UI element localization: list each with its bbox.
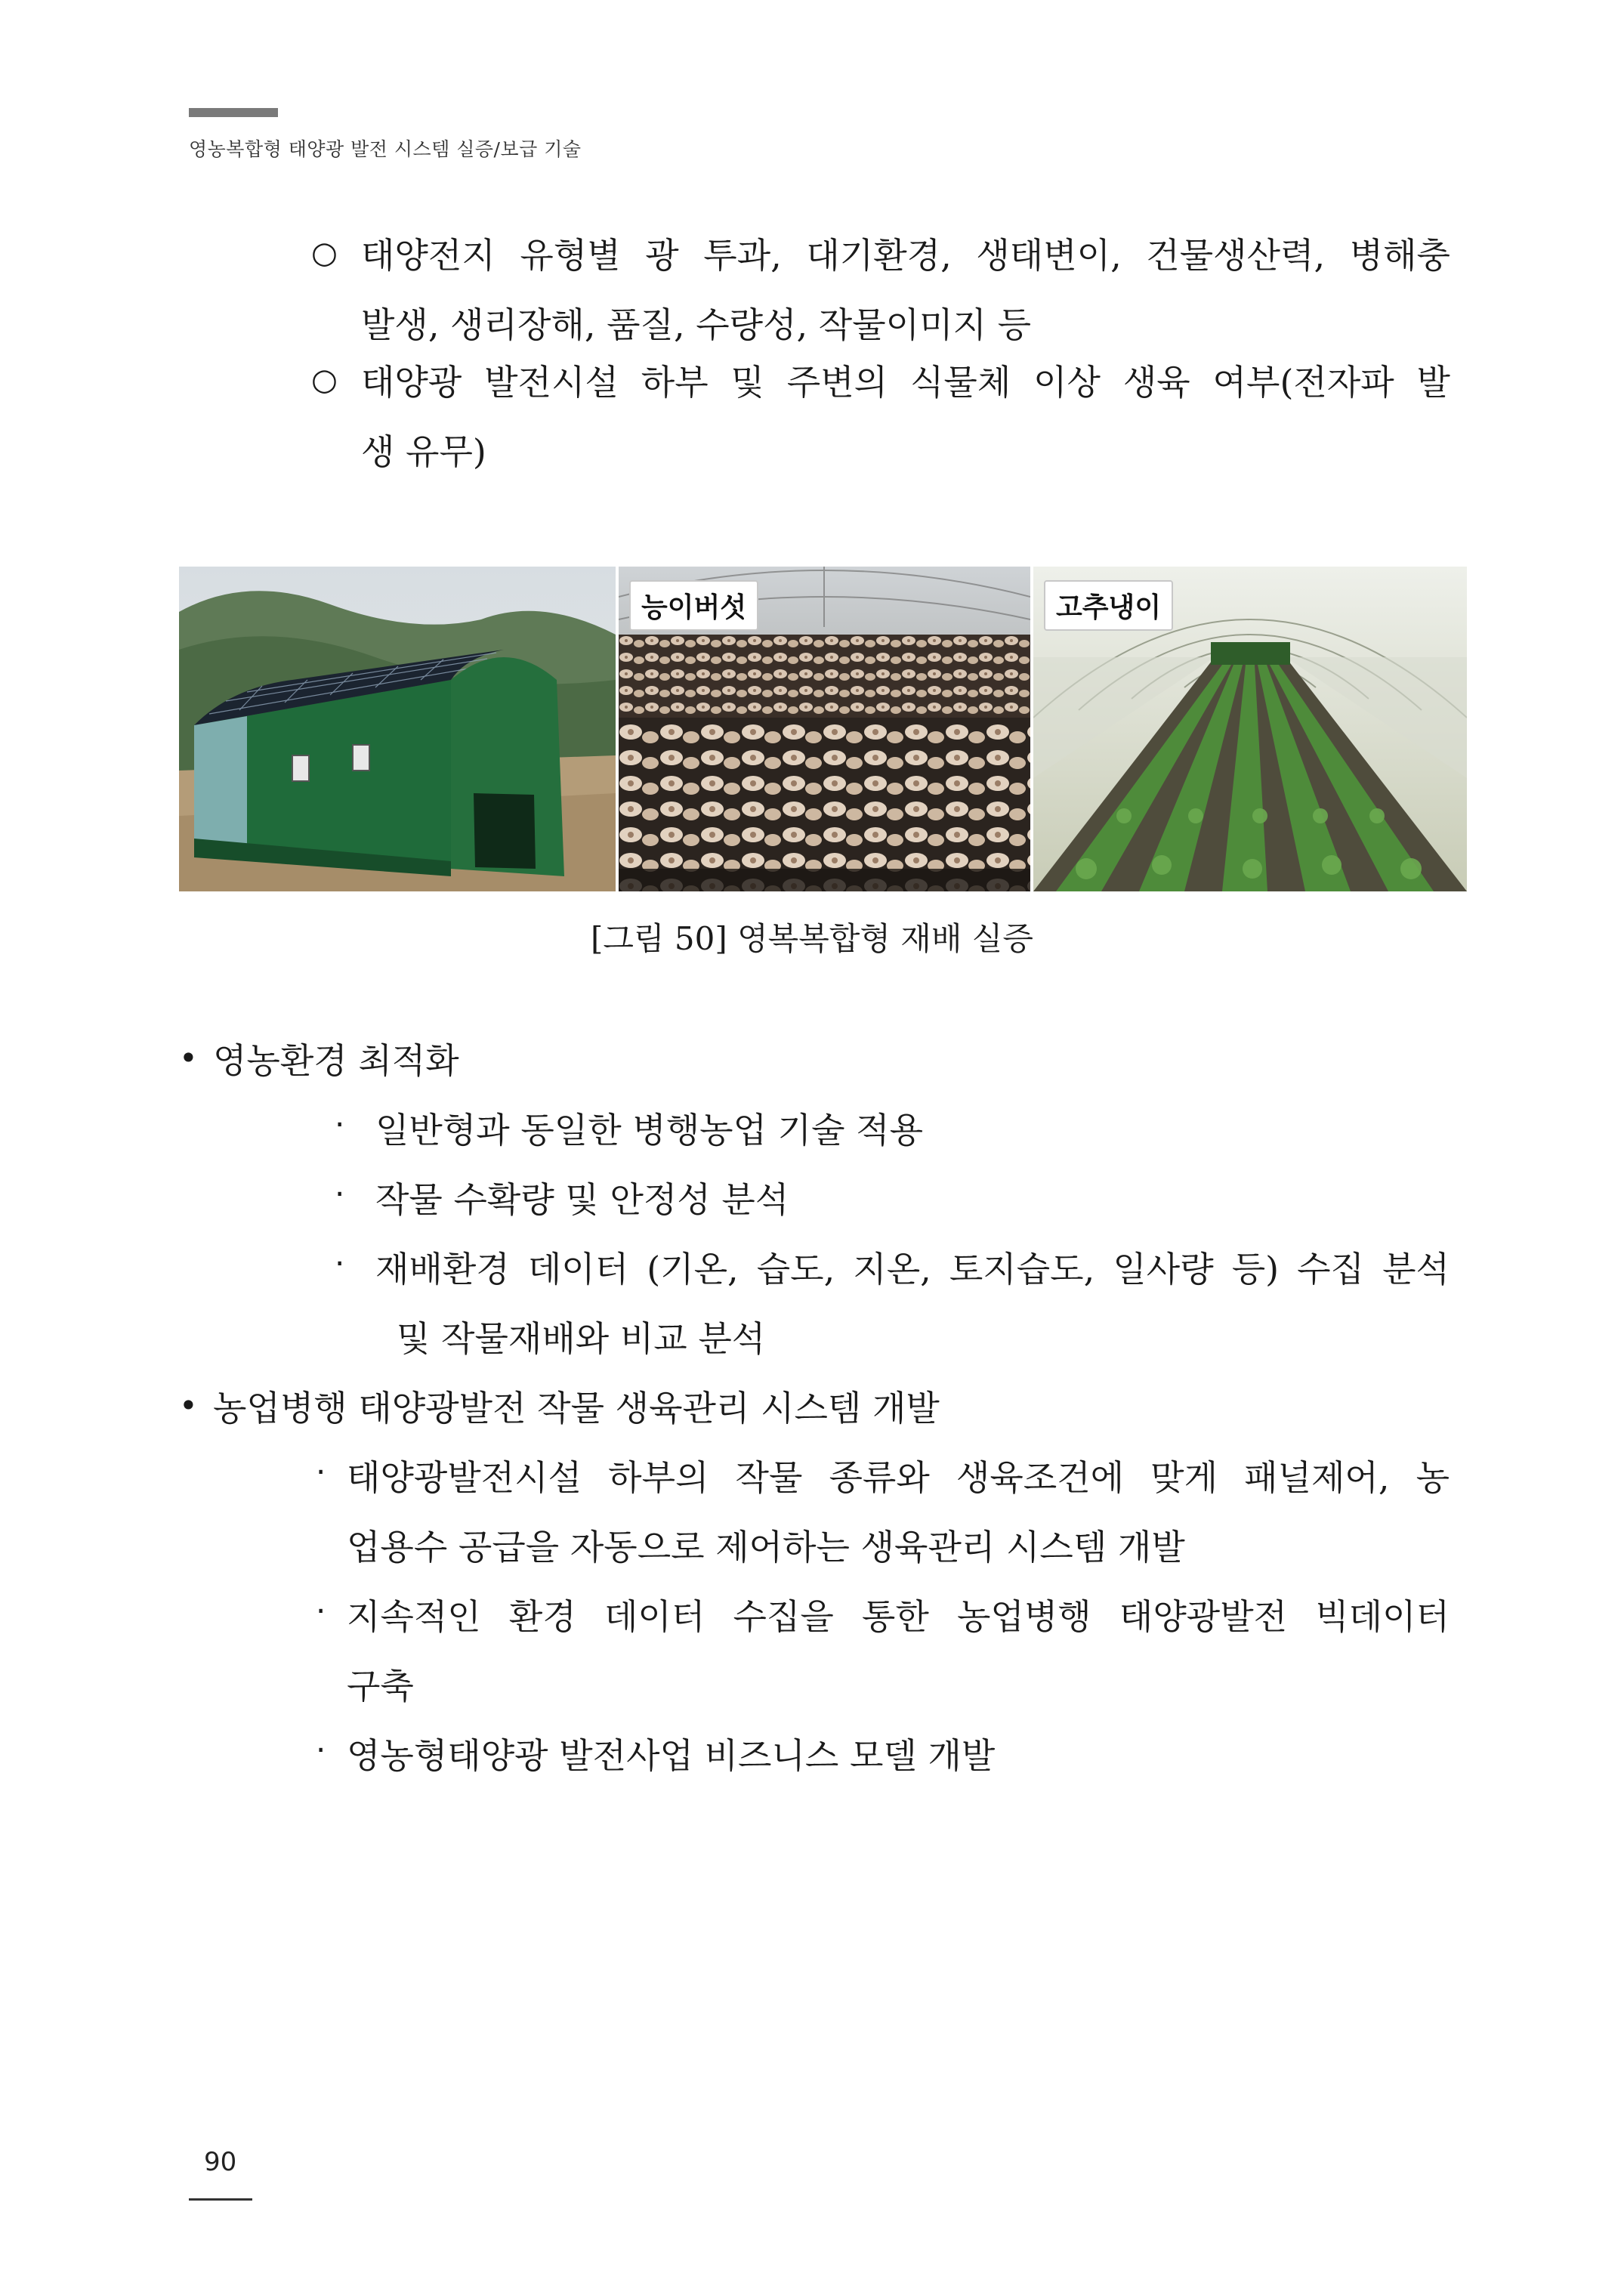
sub-item: 일반형과 동일한 병행농업 기술 적용 [375, 1110, 924, 1151]
intro-line: 발생, 생리장해, 품질, 수량성, 작물이미지 등 [361, 304, 1032, 345]
running-title: 영농복합형 태양광 발전 시스템 실증/보급 기술 [189, 138, 582, 160]
sub-item: 재배환경 데이터 (기온, 습도, 지온, 토지습도, 일사량 등) 수집 분석 [375, 1249, 1450, 1290]
sub-bullet: · [335, 1106, 345, 1143]
sub-bullet: · [316, 1453, 326, 1490]
sub-bullet: · [335, 1245, 345, 1282]
intro-line: 태양광 발전시설 하부 및 주변의 식물체 이상 생육 여부(전자파 발 [361, 362, 1450, 403]
sub-item: 작물 수확량 및 안정성 분석 [375, 1179, 789, 1220]
greenhouse-photo [179, 567, 616, 891]
mushroom-label: 능이버섯 [629, 580, 758, 631]
sub-item-cont: 구축 [347, 1666, 414, 1707]
sub-item: 태양광발전시설 하부의 작물 종류와 생육조건에 맞게 패널제어, 농 [347, 1457, 1450, 1498]
circle-marker: ○ [311, 236, 338, 270]
figure-caption: [그림 50] 영복복합형 재배 실증 [591, 920, 1033, 957]
wasabi-photo [1033, 567, 1467, 891]
intro-line: 태양전지 유형별 광 투과, 대기환경, 생태변이, 건물생산력, 병해충 [361, 235, 1450, 276]
sub-item: 영농형태양광 발전사업 비즈니스 모델 개발 [347, 1735, 996, 1776]
section-title: 영농환경 최적화 [213, 1040, 459, 1081]
page-number: 90 [204, 2147, 237, 2177]
section-bullet: • [179, 1039, 198, 1076]
sub-bullet: . [316, 1722, 326, 1759]
circle-marker: ○ [311, 363, 338, 397]
header-rule [189, 108, 278, 117]
section-title: 농업병행 태양광발전 작물 생육관리 시스템 개발 [213, 1388, 940, 1429]
sub-item-cont: 및 작물재배와 비교 분석 [397, 1318, 766, 1359]
section-bullet: • [179, 1387, 198, 1424]
sub-bullet: · [316, 1592, 326, 1629]
wasabi-label: 고추냉이 [1044, 580, 1173, 631]
figure-photos [179, 567, 1467, 891]
sub-item: 지속적인 환경 데이터 수집을 통한 농업병행 태양광발전 빅데이터 [347, 1596, 1450, 1637]
sub-item-cont: 업용수 공급을 자동으로 제어하는 생육관리 시스템 개발 [347, 1527, 1185, 1568]
mushroom-photo [619, 567, 1030, 891]
sub-bullet: · [335, 1175, 345, 1212]
footer-rule [189, 2198, 252, 2201]
intro-line: 생 유무) [361, 431, 486, 472]
